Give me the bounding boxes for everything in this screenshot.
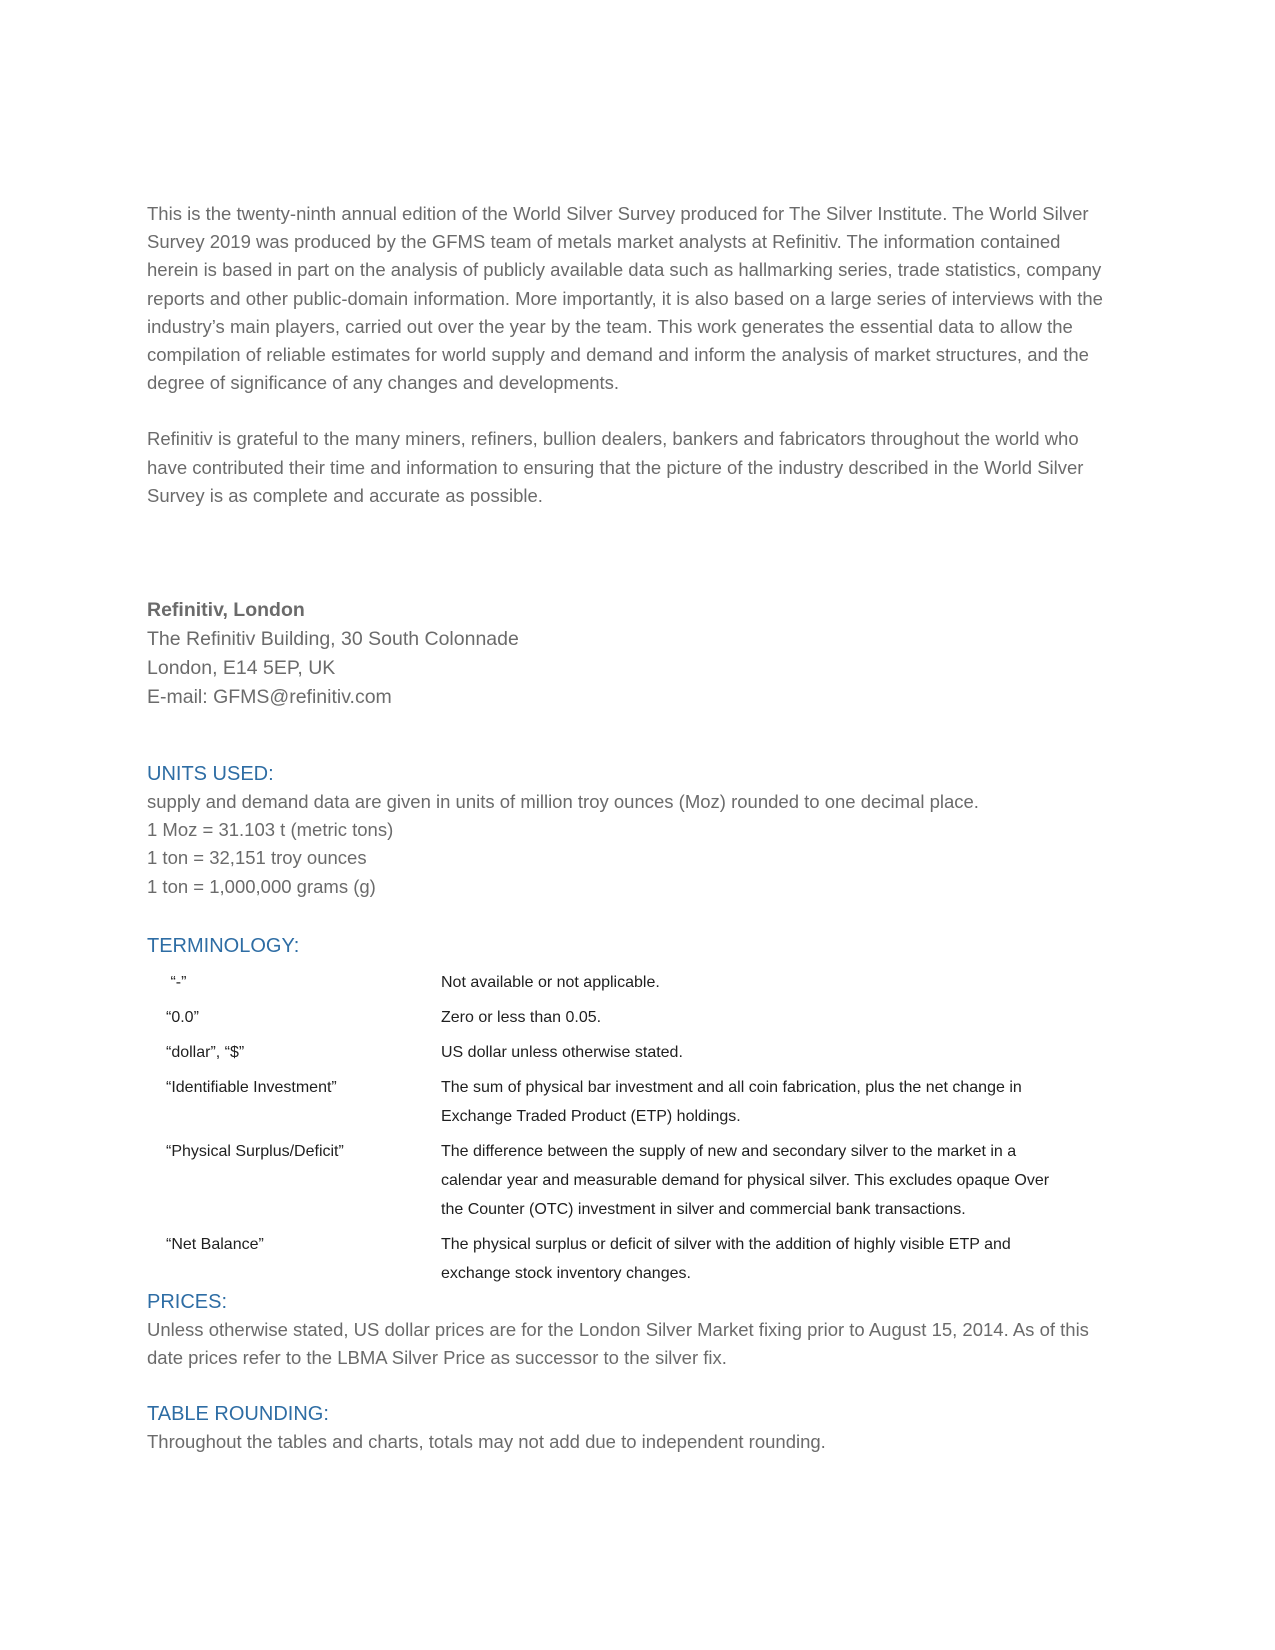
units-line: 1 ton = 32,151 troy ounces (147, 847, 367, 869)
terminology-row (147, 1003, 1112, 1032)
units-heading: UNITS USED: (147, 763, 274, 785)
units-line: 1 ton = 1,000,000 grams (g) (147, 875, 376, 897)
term-definition: The physical surplus or deficit of silver with the addition of highly visible ETP and exchange stock inventory changes. (441, 1236, 1011, 1282)
units-line: 1 Moz = 31.103 t (metric tons) (147, 819, 394, 841)
prices-heading: PRICES: (147, 1291, 228, 1313)
term-definition: US dollar unless otherwise stated. (441, 1044, 683, 1061)
term-definition: Not available or not applicable. (441, 974, 660, 991)
terminology-row (147, 1073, 1112, 1131)
terminology-section (147, 932, 1112, 1294)
terminology-row (147, 1230, 1112, 1288)
units-line: supply and demand data are given in units of million troy ounces (Moz) rounded to one decimal place. (147, 791, 979, 812)
terminology-heading: TERMINOLOGY: (147, 935, 300, 957)
term: “dollar”, “$” (166, 1044, 245, 1061)
terminology-table (147, 968, 1112, 1288)
contact-address (147, 596, 519, 712)
term-definition: The sum of physical bar investment and all coin fabrication, plus the net change in Exchange Traded Product (ETP) holdings. (441, 1079, 1022, 1125)
document-page (147, 200, 1112, 1452)
term: “Net Balance” (166, 1236, 264, 1253)
acknowledgement-paragraph: Refinitiv is grateful to the many miners, refiners, bullion dealers, bankers and fabricators throughout the world who have contributed their time and information to ensuring that the picture of the industry described in the World Silver Survey is as complete and accurate as possible. (147, 428, 1084, 506)
terminology-row (147, 1038, 1112, 1067)
term: “Identifiable Investment” (166, 1079, 337, 1096)
table-rounding-heading: TABLE ROUNDING: (147, 1403, 329, 1425)
table-rounding-section (147, 1400, 1112, 1456)
address-line-2: London, E14 5EP, UK (147, 657, 336, 679)
terminology-row (147, 968, 1112, 997)
term: “Physical Surplus/Deficit” (166, 1143, 344, 1160)
units-section (147, 760, 1112, 901)
contact-email: E-mail: GFMS@refinitiv.com (147, 686, 392, 708)
table-rounding-text: Throughout the tables and charts, totals may not add due to independent rounding. (147, 1431, 826, 1452)
terminology-row (147, 1137, 1112, 1224)
intro-paragraph: This is the twenty-ninth annual edition of the World Silver Survey produced for The Silver Institute. The World Silver Survey 2019 was produced by the GFMS team of metals market analysts at Refinitiv. The information contained herein is based in part on the analysis of publicly available data such as hallmarking series, trade statistics, company reports and other public-domain information. More importantly, it is also based on a large series of interviews with the industry’s main players, carried out over the year by the team. This work generates the essential data to allow the compilation of reliable estimates for world supply and demand and inform the analysis of market structures, and the degree of significance of any changes and developments. (147, 203, 1103, 394)
company-name: Refinitiv, London (147, 599, 305, 621)
address-line-1: The Refinitiv Building, 30 South Colonnade (147, 628, 519, 650)
prices-text: Unless otherwise stated, US dollar prices are for the London Silver Market fixing prior to August 15, 2014. As of this date prices refer to the LBMA Silver Price as successor to the silver fix. (147, 1319, 1089, 1369)
term: “0.0” (166, 1009, 199, 1026)
term-definition: The difference between the supply of new and secondary silver to the market in a calendar year and measurable demand for physical silver. This excludes opaque Over the Counter (OTC) investment in silver and commercial bank transactions. (441, 1143, 1050, 1218)
term: “-” (166, 974, 187, 991)
prices-section (147, 1288, 1112, 1372)
term-definition: Zero or less than 0.05. (441, 1009, 602, 1026)
